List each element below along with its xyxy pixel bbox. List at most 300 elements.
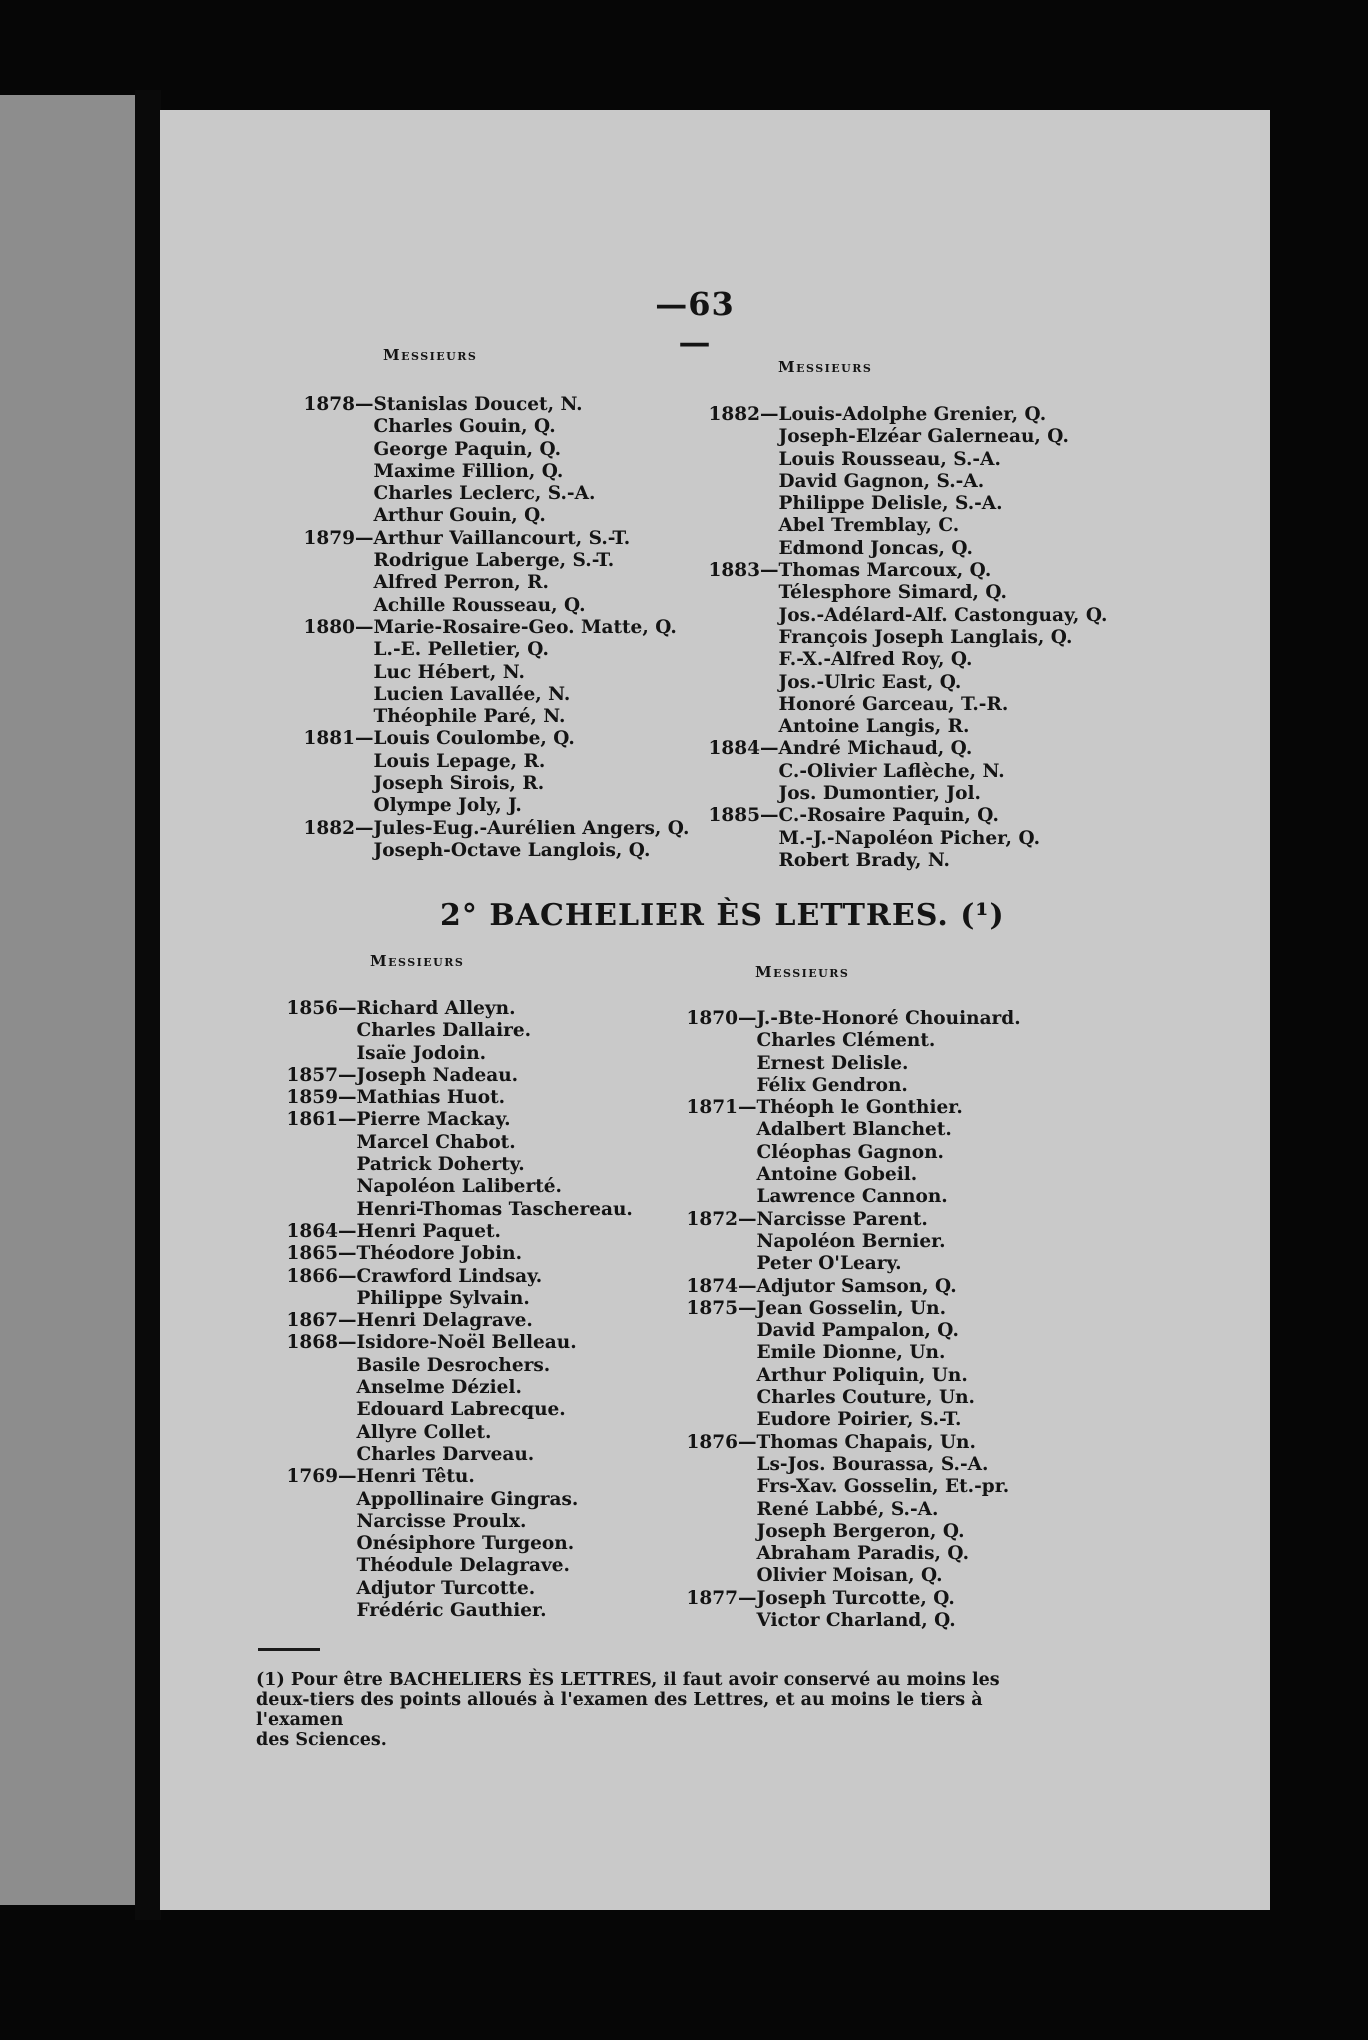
graduate-entry — [668, 1097, 1021, 1119]
graduation-year — [668, 1119, 738, 1141]
year-dash — [338, 1355, 357, 1377]
graduation-year: 1867 — [286, 1310, 338, 1332]
graduate-name: Henri Têtu. — [356, 1466, 475, 1488]
graduate-entry — [690, 582, 1107, 604]
graduation-year — [268, 1043, 338, 1065]
graduates-list-bottom-right — [668, 1008, 1021, 1632]
year-dash — [738, 1543, 757, 1565]
graduation-year — [668, 1454, 738, 1476]
graduation-year — [268, 1020, 338, 1042]
graduate-entry — [690, 471, 1107, 493]
graduation-year — [690, 828, 760, 850]
graduate-entry — [668, 1521, 1021, 1543]
year-dash — [760, 582, 779, 604]
graduate-entry — [285, 617, 689, 639]
graduate-entry — [285, 795, 689, 817]
year-dash — [355, 684, 374, 706]
graduation-year — [690, 426, 760, 448]
year-dash — [355, 416, 374, 438]
year-dash — [355, 505, 374, 527]
graduate-entry — [690, 627, 1107, 649]
year-dash: — — [355, 616, 374, 638]
year-dash — [738, 1365, 757, 1387]
graduation-year — [268, 1132, 338, 1154]
graduate-entry — [268, 1065, 633, 1087]
year-dash — [355, 639, 374, 661]
graduate-name: Théoph le Gonthier. — [756, 1097, 963, 1119]
graduate-entry — [285, 639, 689, 661]
graduate-name: Thomas Marcoux, Q. — [778, 560, 992, 582]
graduation-year — [268, 1199, 338, 1221]
year-dash — [738, 1119, 757, 1141]
graduation-year — [668, 1499, 738, 1521]
year-dash — [738, 1387, 757, 1409]
graduate-name: Joseph Bergeron, Q. — [756, 1520, 965, 1542]
graduate-name: Théophile Paré, N. — [373, 706, 566, 728]
graduation-year: 1882 — [708, 404, 760, 425]
graduation-year — [668, 1543, 738, 1565]
graduate-entry — [690, 828, 1107, 850]
graduation-year — [668, 1142, 738, 1164]
graduate-entry — [268, 1332, 633, 1354]
graduate-name: Jos.-Adélard-Alf. Castonguay, Q. — [778, 604, 1108, 626]
graduation-year: 1885 — [708, 805, 760, 827]
year-dash: — — [738, 1208, 757, 1230]
graduation-year: 1865 — [286, 1243, 338, 1265]
year-dash — [760, 828, 779, 850]
graduate-entry — [668, 1030, 1021, 1052]
graduation-year — [268, 1444, 338, 1466]
graduate-entry — [668, 1610, 1021, 1632]
year-dash: — — [338, 1243, 357, 1265]
graduation-year: 1879 — [303, 527, 355, 549]
graduation-year — [285, 662, 355, 684]
graduate-name: Luc Hébert, N. — [373, 661, 525, 683]
graduate-name: Frs-Xav. Gosselin, Et.-pr. — [756, 1476, 1010, 1498]
graduate-name: L.-E. Pelletier, Q. — [373, 639, 549, 661]
graduation-year — [668, 1231, 738, 1253]
graduation-year — [690, 716, 760, 738]
graduate-name: Louis-Adolphe Grenier, Q. — [778, 404, 1047, 425]
graduate-name: Alfred Perron, R. — [373, 572, 549, 594]
graduation-year: 1880 — [303, 616, 355, 638]
year-dash — [738, 1186, 757, 1208]
graduate-name: Abraham Paradis, Q. — [756, 1543, 970, 1565]
graduate-name: Achille Rousseau, Q. — [373, 594, 586, 616]
graduate-name: Henri-Thomas Taschereau. — [356, 1198, 633, 1220]
graduate-entry — [668, 1164, 1021, 1186]
graduation-year — [668, 1075, 738, 1097]
graduation-year — [285, 439, 355, 461]
graduate-name: Crawford Lindsay. — [356, 1265, 543, 1287]
graduation-year — [690, 493, 760, 515]
year-dash: — — [338, 1220, 357, 1242]
footnote-line-2: deux-tiers des points alloués à l'examen des Lettres, et au moins le tiers à l'examen — [256, 1690, 983, 1730]
graduate-name: Charles Darveau. — [356, 1443, 535, 1465]
year-dash — [338, 1377, 357, 1399]
graduation-year — [690, 538, 760, 560]
graduate-name: Appollinaire Gingras. — [356, 1488, 579, 1510]
year-dash — [355, 751, 374, 773]
graduate-name: J.-Bte-Honoré Chouinard. — [756, 1008, 1021, 1029]
graduate-entry — [668, 1543, 1021, 1565]
year-dash — [338, 1533, 357, 1555]
year-dash — [760, 850, 779, 872]
graduate-name: C.-Olivier Laflèche, N. — [778, 760, 1005, 782]
year-dash — [338, 1511, 357, 1533]
graduate-entry — [285, 684, 689, 706]
graduate-entry — [285, 728, 689, 750]
column-header-left-bottom: Messieurs — [370, 952, 465, 970]
graduate-name: Napoléon Laliberté. — [356, 1176, 562, 1198]
graduate-name: Stanislas Doucet, N. — [373, 394, 583, 415]
graduate-entry — [268, 1533, 633, 1555]
graduate-name: Jos. Dumontier, Jol. — [778, 783, 981, 805]
graduate-entry — [690, 426, 1107, 448]
graduate-entry — [285, 572, 689, 594]
graduate-entry — [268, 1266, 633, 1288]
graduate-name: Philippe Delisle, S.-A. — [778, 493, 1003, 515]
footnote-separator — [258, 1648, 320, 1651]
graduation-year — [668, 1030, 738, 1052]
graduation-year: 1872 — [686, 1208, 738, 1230]
graduate-name: Onésiphore Turgeon. — [356, 1533, 575, 1555]
graduate-name: Narcisse Proulx. — [356, 1510, 527, 1532]
year-dash — [355, 572, 374, 594]
year-dash — [760, 515, 779, 537]
year-dash — [738, 1342, 757, 1364]
graduate-name: Jos.-Ulric East, Q. — [778, 671, 962, 693]
year-dash: — — [738, 1275, 757, 1297]
graduate-name: Louis Coulombe, Q. — [373, 728, 575, 750]
footnote-line-1: (1) Pour être BACHELIERS ÈS LETTRES, il faut avoir conservé au moins les — [256, 1670, 1000, 1690]
graduate-name: Antoine Langis, R. — [778, 716, 970, 738]
year-dash: — — [738, 1431, 757, 1453]
graduate-entry — [668, 1209, 1021, 1231]
year-dash: — — [338, 998, 357, 1019]
graduate-entry — [285, 840, 689, 862]
year-dash: — — [338, 1265, 357, 1287]
graduation-year: 1859 — [286, 1087, 338, 1109]
graduate-entry — [668, 1231, 1021, 1253]
graduate-entry — [668, 1342, 1021, 1364]
year-dash: — — [738, 1097, 757, 1119]
graduate-entry — [268, 1087, 633, 1109]
graduation-year — [285, 595, 355, 617]
graduation-year — [268, 1288, 338, 1310]
year-dash — [738, 1454, 757, 1476]
graduate-name: Charles Couture, Un. — [756, 1387, 975, 1409]
graduate-name: David Pampalon, Q. — [756, 1320, 959, 1342]
year-dash — [338, 1199, 357, 1221]
graduate-entry — [668, 1253, 1021, 1275]
graduation-year — [690, 672, 760, 694]
graduate-name: Olivier Moisan, Q. — [756, 1565, 943, 1587]
graduation-year — [690, 582, 760, 604]
year-dash: — — [738, 1008, 757, 1029]
year-dash — [738, 1030, 757, 1052]
year-dash — [338, 1578, 357, 1600]
graduation-year — [268, 1355, 338, 1377]
graduate-entry — [268, 1020, 633, 1042]
year-dash — [738, 1476, 757, 1498]
year-dash — [760, 761, 779, 783]
graduate-name: Arthur Gouin, Q. — [373, 505, 546, 527]
year-dash — [338, 1043, 357, 1065]
graduation-year — [285, 461, 355, 483]
graduation-year: 1878 — [303, 394, 355, 415]
footnote — [258, 1670, 1058, 1750]
graduate-entry — [268, 1355, 633, 1377]
graduate-entry — [668, 1320, 1021, 1342]
graduate-name: Isaïe Jodoin. — [356, 1042, 487, 1064]
graduate-entry — [690, 538, 1107, 560]
year-dash — [760, 694, 779, 716]
graduation-year: 1871 — [686, 1097, 738, 1119]
graduate-name: François Joseph Langlais, Q. — [778, 626, 1073, 648]
graduate-entry — [285, 439, 689, 461]
graduate-name: Napoléon Bernier. — [756, 1230, 946, 1252]
year-dash: — — [338, 1064, 357, 1086]
graduation-year — [668, 1365, 738, 1387]
graduate-entry — [285, 662, 689, 684]
year-dash — [355, 773, 374, 795]
year-dash — [338, 1600, 357, 1622]
graduate-name: Charles Clément. — [756, 1030, 936, 1052]
year-dash — [355, 439, 374, 461]
graduate-name: Joseph Sirois, R. — [373, 773, 545, 795]
graduate-name: Henri Delagrave. — [356, 1310, 533, 1332]
year-dash — [760, 493, 779, 515]
graduation-year — [285, 572, 355, 594]
year-dash — [760, 649, 779, 671]
year-dash: — — [760, 404, 779, 425]
graduate-entry — [268, 1377, 633, 1399]
graduation-year — [668, 1565, 738, 1587]
graduation-year: 1864 — [286, 1220, 338, 1242]
graduation-year — [285, 483, 355, 505]
graduate-name: Antoine Gobeil. — [756, 1164, 918, 1186]
graduate-name: Charles Dallaire. — [356, 1020, 532, 1042]
graduation-year — [285, 416, 355, 438]
graduation-year: 1861 — [286, 1109, 338, 1131]
graduation-year: 1866 — [286, 1265, 338, 1287]
year-dash: — — [738, 1297, 757, 1319]
year-dash — [738, 1320, 757, 1342]
graduate-entry — [268, 1176, 633, 1198]
graduate-entry — [690, 560, 1107, 582]
graduate-entry — [668, 1588, 1021, 1610]
year-dash — [355, 483, 374, 505]
graduation-year: 1874 — [686, 1275, 738, 1297]
graduation-year — [285, 639, 355, 661]
graduate-name: Anselme Déziel. — [356, 1377, 522, 1399]
year-dash — [355, 595, 374, 617]
year-dash — [355, 550, 374, 572]
graduate-entry — [668, 1276, 1021, 1298]
graduate-name: Lucien Lavallée, N. — [373, 683, 571, 705]
graduate-entry — [268, 1422, 633, 1444]
graduate-name: George Paquin, Q. — [373, 438, 562, 460]
graduation-year: 1883 — [708, 560, 760, 582]
year-dash — [338, 1020, 357, 1042]
graduate-name: Eudore Poirier, S.-T. — [756, 1409, 962, 1431]
graduate-entry — [668, 1476, 1021, 1498]
graduate-entry — [285, 505, 689, 527]
graduate-entry — [690, 738, 1107, 760]
graduation-year — [268, 1511, 338, 1533]
year-dash — [355, 840, 374, 862]
graduation-year — [668, 1610, 738, 1632]
graduation-year — [668, 1053, 738, 1075]
graduate-entry — [690, 761, 1107, 783]
year-dash: — — [338, 1466, 357, 1488]
graduation-year — [690, 627, 760, 649]
year-dash: — — [738, 1587, 757, 1609]
year-dash: — — [355, 728, 374, 750]
year-dash — [738, 1253, 757, 1275]
graduation-year: 1856 — [286, 998, 338, 1019]
year-dash — [738, 1231, 757, 1253]
graduation-year — [268, 1377, 338, 1399]
graduate-entry — [690, 805, 1107, 827]
graduation-year — [285, 706, 355, 728]
section-heading: 2° BACHELIER ÈS LETTRES. (¹) — [440, 898, 1005, 933]
year-dash: — — [760, 738, 779, 760]
graduate-name: Cléophas Gagnon. — [756, 1141, 944, 1163]
graduate-name: Edmond Joncas, Q. — [778, 537, 974, 559]
graduate-entry — [690, 672, 1107, 694]
graduate-entry — [268, 1511, 633, 1533]
graduation-year — [268, 1533, 338, 1555]
graduation-year: 1877 — [686, 1587, 738, 1609]
year-dash — [760, 538, 779, 560]
graduation-year — [668, 1253, 738, 1275]
graduation-year: 1884 — [708, 738, 760, 760]
year-dash — [760, 471, 779, 493]
graduation-year — [690, 783, 760, 805]
graduate-name: Marcel Chabot. — [356, 1131, 516, 1153]
graduation-year — [268, 1399, 338, 1421]
graduate-entry — [668, 1409, 1021, 1431]
graduation-year: 1868 — [286, 1332, 338, 1354]
graduate-name: Adjutor Samson, Q. — [756, 1275, 957, 1297]
graduate-name: Joseph Nadeau. — [356, 1064, 519, 1086]
graduation-year — [285, 773, 355, 795]
year-dash — [738, 1610, 757, 1632]
graduation-year — [268, 1555, 338, 1577]
year-dash: — — [760, 805, 779, 827]
graduate-name: Frédéric Gauthier. — [356, 1600, 547, 1622]
graduate-name: Théodore Jobin. — [356, 1243, 523, 1265]
year-dash: — — [760, 560, 779, 582]
graduate-name: Thomas Chapais, Un. — [756, 1431, 976, 1453]
year-dash — [338, 1422, 357, 1444]
graduate-name: David Gagnon, S.-A. — [778, 470, 985, 492]
year-dash — [738, 1164, 757, 1186]
graduate-entry — [668, 1387, 1021, 1409]
year-dash — [338, 1489, 357, 1511]
graduate-entry — [268, 1399, 633, 1421]
column-header-right-bottom: Messieurs — [755, 963, 850, 981]
graduation-year: 1882 — [303, 817, 355, 839]
graduate-entry — [268, 1555, 633, 1577]
graduate-entry — [690, 649, 1107, 671]
graduate-name: Narcisse Parent. — [756, 1208, 928, 1230]
book-gutter — [135, 90, 161, 1920]
graduate-entry — [690, 694, 1107, 716]
graduate-name: Allyre Collet. — [356, 1421, 492, 1443]
graduation-year — [268, 1578, 338, 1600]
year-dash — [338, 1132, 357, 1154]
graduation-year: 1769 — [286, 1466, 338, 1488]
graduate-entry — [285, 751, 689, 773]
year-dash — [760, 783, 779, 805]
graduate-name: Ernest Delisle. — [756, 1052, 909, 1074]
graduate-entry — [690, 493, 1107, 515]
graduate-name: Théodule Delagrave. — [356, 1555, 570, 1577]
year-dash: — — [338, 1310, 357, 1332]
graduate-entry — [285, 483, 689, 505]
graduation-year — [268, 1154, 338, 1176]
year-dash: — — [355, 527, 374, 549]
graduate-entry — [268, 1288, 633, 1310]
year-dash — [738, 1075, 757, 1097]
graduate-name: Adjutor Turcotte. — [356, 1577, 536, 1599]
graduate-entry — [268, 1043, 633, 1065]
year-dash — [338, 1288, 357, 1310]
graduate-entry — [268, 1199, 633, 1221]
graduate-name: C.-Rosaire Paquin, Q. — [778, 805, 999, 827]
graduation-year — [668, 1409, 738, 1431]
graduation-year — [285, 795, 355, 817]
graduate-entry — [285, 550, 689, 572]
year-dash — [338, 1176, 357, 1198]
graduate-name: Henri Paquet. — [356, 1220, 501, 1242]
graduation-year — [668, 1320, 738, 1342]
graduate-entry — [668, 1298, 1021, 1320]
graduate-name: Isidore-Noël Belleau. — [356, 1332, 577, 1354]
graduation-year — [285, 840, 355, 862]
year-dash — [355, 706, 374, 728]
graduate-entry — [285, 595, 689, 617]
graduate-name: Jean Gosselin, Un. — [756, 1297, 947, 1319]
graduate-name: André Michaud, Q. — [778, 738, 973, 760]
graduate-name: Lawrence Cannon. — [756, 1186, 948, 1208]
year-dash — [355, 662, 374, 684]
graduate-entry — [668, 1053, 1021, 1075]
graduate-name: Joseph-Octave Langlois, Q. — [373, 839, 651, 861]
graduate-name: Robert Brady, N. — [778, 849, 950, 871]
graduate-entry — [268, 1154, 633, 1176]
year-dash — [760, 627, 779, 649]
graduation-year — [285, 751, 355, 773]
graduate-name: Louis Lepage, R. — [373, 750, 546, 772]
graduate-entry — [690, 850, 1107, 872]
graduation-year — [690, 694, 760, 716]
graduation-year: 1857 — [286, 1064, 338, 1086]
graduate-entry — [285, 416, 689, 438]
graduate-entry — [285, 818, 689, 840]
graduate-name: Jules-Eug.-Aurélien Angers, Q. — [373, 817, 690, 839]
graduate-name: Adalbert Blanchet. — [756, 1119, 952, 1141]
graduate-entry — [668, 1075, 1021, 1097]
year-dash — [738, 1521, 757, 1543]
graduation-year — [668, 1521, 738, 1543]
graduate-entry — [690, 404, 1107, 426]
graduate-name: Emile Dionne, Un. — [756, 1342, 946, 1364]
graduate-entry — [285, 773, 689, 795]
